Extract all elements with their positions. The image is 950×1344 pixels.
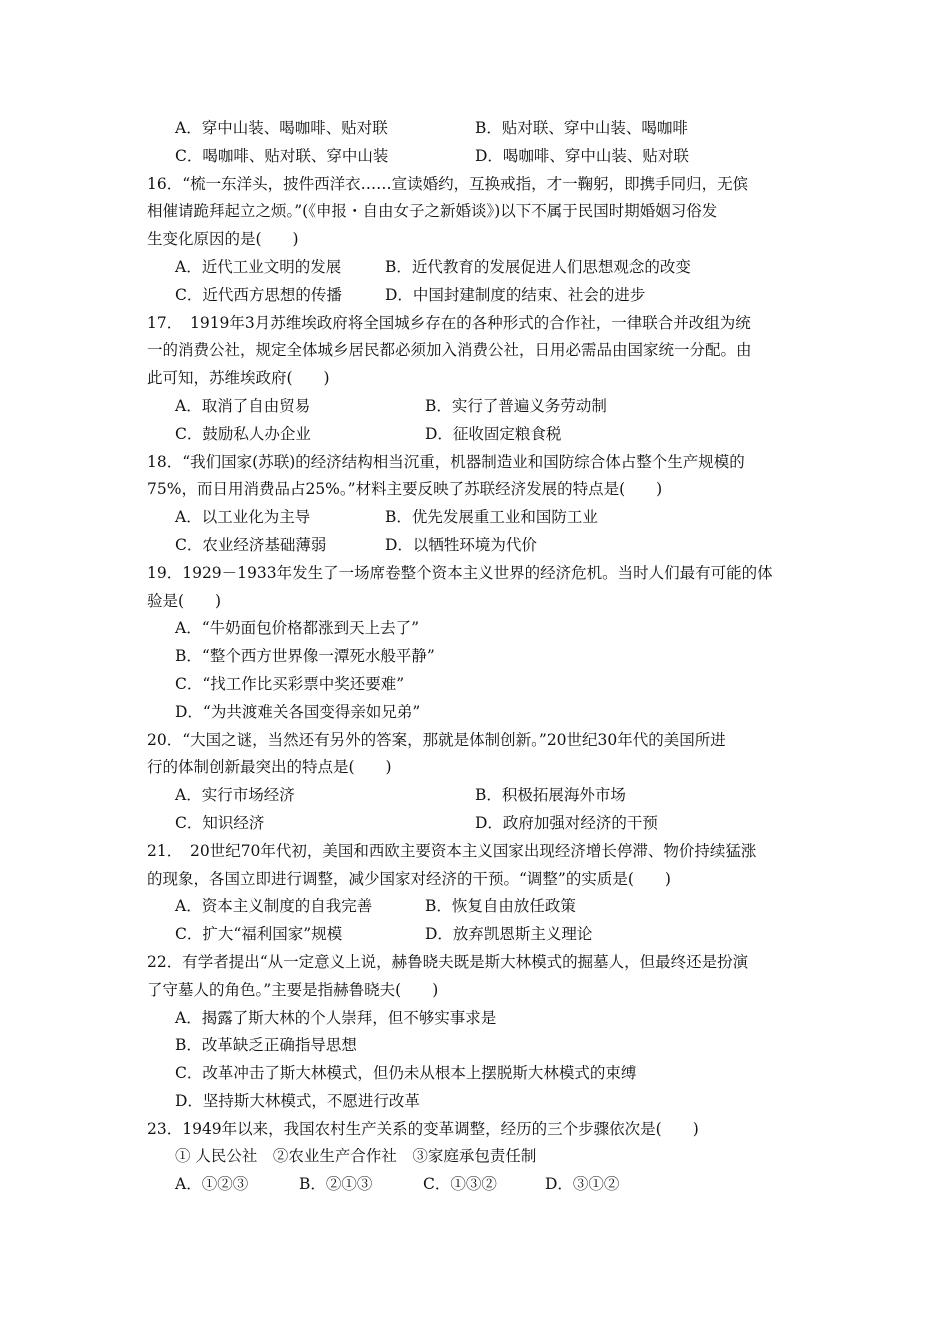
- q16-option-a: A．近代工业文明的发展: [175, 257, 342, 276]
- q20-options-row-1: [147, 782, 827, 810]
- q21-stem-line-2: 的现象，各国立即进行调整，减少国家对经济的干预。“调整”的实质是( ): [147, 869, 671, 888]
- q15-option-d: D．喝咖啡、穿中山装、贴对联: [475, 146, 689, 165]
- q16-option-c: C．近代西方思想的传播: [175, 285, 342, 304]
- q17-stem-line-3: 此可知，苏维埃政府( ): [147, 369, 330, 388]
- q20-options-row-2: [147, 810, 827, 838]
- q18-options-row-2: [147, 532, 827, 560]
- q15-options-row-1: [147, 115, 827, 143]
- q15-option-a: A．穿中山装、喝咖啡、贴对联: [175, 119, 388, 137]
- q17-option-a: A．取消了自由贸易: [175, 396, 311, 415]
- q22-option-d: D．坚持斯大林模式，不愿进行改革: [175, 1091, 420, 1110]
- q16-options-row-1: [147, 254, 827, 282]
- q23-items: ① 人民公社 ②农业生产合作社 ③家庭承包责任制: [175, 1147, 537, 1166]
- q16-stem-line-3: 生变化原因的是( ): [147, 230, 299, 249]
- q21-option-a: A．资本主义制度的自我完善: [175, 897, 373, 916]
- q18-option-d: D．以牺牲环境为代价: [385, 535, 537, 554]
- q19-option-c: C．“找工作比买彩票中奖还要难”: [175, 674, 405, 693]
- q22-option-c: C．改革冲击了斯大林模式，但仍未从根本上摆脱斯大林模式的束缚: [175, 1064, 637, 1083]
- q19-stem-line-2: 验是( ): [147, 591, 222, 610]
- q20-stem-line-1: 20．“大国之谜，当然还有另外的答案，那就是体制创新。”20世纪30年代的美国所进: [147, 730, 726, 749]
- q23-option-d: D．③①②: [545, 1175, 620, 1194]
- q16-option-d: D．中国封建制度的结束、社会的进步: [385, 285, 646, 304]
- q18-options-row-1: [147, 504, 827, 532]
- q21-options-row-2: [147, 921, 827, 949]
- q15-options-row-2: [147, 143, 827, 171]
- q23-option-c: C．①③②: [423, 1175, 497, 1194]
- q22-stem-line-2: 了守墓人的角色。”主要是指赫鲁晓夫( ): [147, 980, 439, 999]
- q23-option-b: B．②①③: [299, 1175, 373, 1194]
- q20-option-a: A．实行市场经济: [175, 786, 295, 805]
- q18-option-a: A．以工业化为主导: [175, 508, 311, 527]
- q17-option-c: C．鼓励私人办企业: [175, 424, 311, 443]
- q22-option-b: B．改革缺乏正确指导思想: [175, 1036, 357, 1055]
- q22-stem-line-1: 22．有学者提出“从一定意义上说，赫鲁晓夫既是斯大林模式的掘墓人，但最终还是扮演: [147, 952, 749, 971]
- q17-option-d: D．征收固定粮食税: [425, 424, 562, 443]
- q20-option-c: C．知识经济: [175, 813, 265, 832]
- q20-option-d: D．政府加强对经济的干预: [475, 813, 658, 832]
- q18-option-b: B．优先发展重工业和国防工业: [385, 508, 598, 527]
- q17-options-row-1: [147, 393, 827, 421]
- q23-stem-line-1: 23．1949年以来，我国农村生产关系的变革调整，经历的三个步骤依次是( ): [147, 1119, 699, 1138]
- exam-page: [147, 115, 827, 1199]
- q15-option-b: B．贴对联、穿中山装、喝咖啡: [475, 119, 688, 137]
- q18-stem-line-1: 18．“我们国家(苏联)的经济结构相当沉重，机器制造业和国防综合体占整个生产规模的: [147, 452, 745, 471]
- q21-option-b: B．恢复自由放任政策: [425, 897, 576, 916]
- q19-option-b: B．“整个西方世界像一潭死水般平静”: [175, 647, 435, 666]
- q18-option-c: C．农业经济基础薄弱: [175, 535, 327, 554]
- q18-stem-line-2: 75%，而日用消费品占25%。”材料主要反映了苏联经济发展的特点是( ): [147, 480, 663, 499]
- q17-options-row-2: [147, 421, 827, 449]
- q21-option-c: C．扩大“福利国家”规模: [175, 925, 343, 944]
- q16-stem-line-1: 16．“梳一东洋头，披件西洋衣……宣读婚约，互换戒指，才一鞠躬，即携手同归，无傧: [147, 174, 749, 193]
- q15-option-c: C．喝咖啡、贴对联、穿中山装: [175, 146, 389, 165]
- q22-option-a: A．揭露了斯大林的个人崇拜，但不够实事求是: [175, 1008, 497, 1027]
- q20-option-b: B．积极拓展海外市场: [475, 786, 626, 805]
- q16-option-b: B．近代教育的发展促进人们思想观念的改变: [385, 257, 691, 276]
- q23-options-row: [147, 1171, 827, 1199]
- q16-stem-line-2: 相催请跪拜起立之烦。”(《申报・自由女子之新婚谈》)以下不属于民国时期婚姻习俗发: [147, 202, 718, 221]
- q19-option-d: D．“为共渡难关各国变得亲如兄弟”: [175, 702, 421, 721]
- q20-stem-line-2: 行的体制创新最突出的特点是( ): [147, 758, 392, 777]
- q17-stem-line-1: 17． 1919年3月苏维埃政府将全国城乡存在的各种形式的合作社，一律联合并改组为统: [147, 313, 751, 332]
- q19-stem-line-1: 19．1929－1933年发生了一场席卷整个资本主义世界的经济危机。当时人们最有可能的体: [147, 563, 773, 582]
- q21-options-row-1: [147, 893, 827, 921]
- q23-option-a: A．①②③: [175, 1175, 249, 1194]
- q21-option-d: D．放弃凯恩斯主义理论: [425, 925, 593, 944]
- q19-option-a: A．“牛奶面包价格都涨到天上去了”: [175, 619, 420, 638]
- q17-option-b: B．实行了普遍义务劳动制: [425, 396, 607, 415]
- q21-stem-line-1: 21． 20世纪70年代初，美国和西欧主要资本主义国家出现经济增长停滞、物价持续猛涨: [147, 841, 757, 860]
- q17-stem-line-2: 一的消费公社，规定全体城乡居民都必须加入消费公社，日用必需品由国家统一分配。由: [147, 341, 752, 360]
- q16-options-row-2: [147, 282, 827, 310]
